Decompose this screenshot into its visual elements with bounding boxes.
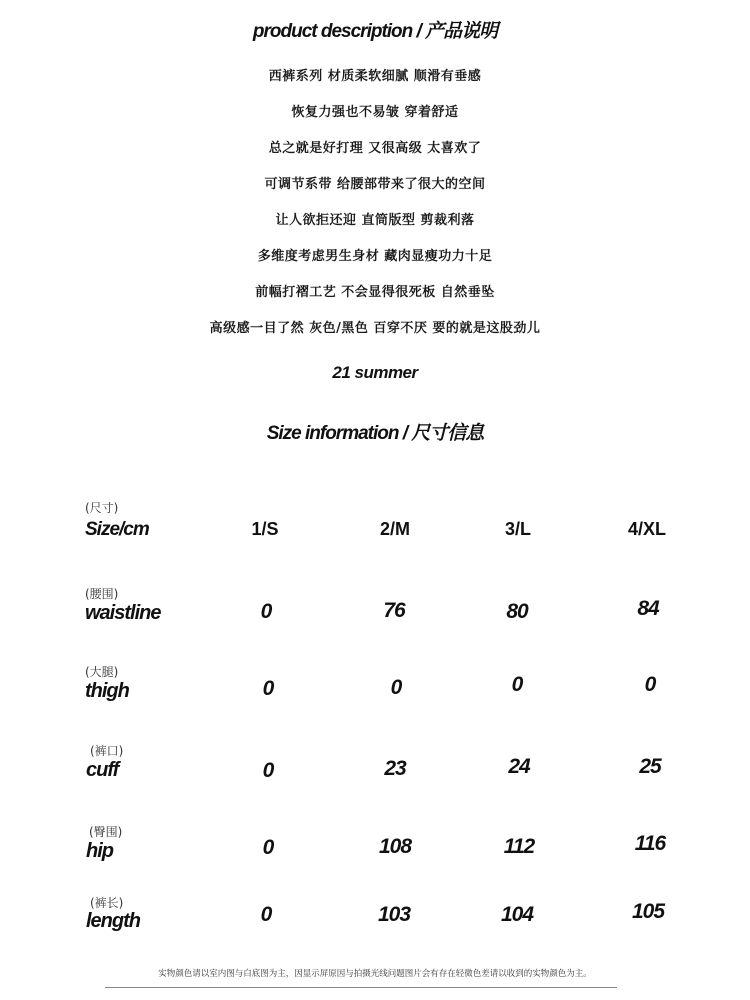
size-label-en: Size/cm [85,519,149,540]
color-disclaimer: 实物颜色请以室内图与白底图为主，因显示屏原因与拍摄光线问题图片会有存在轻微色差请以收到的实物颜色为主。 [158,969,592,979]
table-cell: 104 [500,903,534,926]
table-cell: 0 [260,600,272,623]
table-cell: 23 [384,757,406,780]
description-line: 前幅打褶工艺 不会显得很死板 自然垂坠 [255,285,495,300]
table-cell: 76 [383,599,405,622]
description-line: 西裤系列 材质柔软细腻 顺滑有垂感 [268,69,482,84]
row-label-cn: (裤长) [90,896,124,910]
table-cell: 0 [262,677,274,700]
size-column-header: 2/M [379,519,410,539]
description-line: 让人欲拒还迎 直筒版型 剪裁利落 [275,213,475,228]
row-label-cn: (臀围) [89,825,123,839]
table-cell: 0 [644,673,656,696]
season-label: 21 summer [332,363,418,382]
description-line: 恢复力强也不易皱 穿着舒适 [291,105,459,120]
table-cell: 103 [377,903,411,926]
table-cell: 25 [639,755,661,778]
size-column-header: 4/XL [627,519,666,539]
product-description-title: product description / 产品说明 [252,21,498,42]
footer-divider [105,987,617,988]
table-cell: 105 [631,900,665,923]
table-cell: 84 [637,597,659,620]
table-cell: 112 [503,835,535,858]
size-label-cn: (尺寸) [85,501,119,515]
size-column-header: 3/L [504,519,531,539]
table-cell: 0 [262,759,274,782]
table-cell: 0 [262,836,274,859]
description-line: 高级感一目了然 灰色/黑色 百穿不厌 要的就是这股劲儿 [209,321,541,336]
table-cell: 24 [508,755,530,778]
description-line: 多维度考虑男生身材 藏肉显瘦功力十足 [257,249,493,264]
table-cell: 0 [260,903,272,926]
row-label-en: thigh [85,680,129,702]
table-cell: 116 [634,832,666,855]
description-line: 总之就是好打理 又很高级 太喜欢了 [268,141,482,156]
row-label-cn: (裤口) [90,744,124,758]
row-label-cn: (腰围) [85,587,119,601]
row-label-en: hip [86,840,113,862]
description-line: 可调节系带 给腰部带来了很大的空间 [264,177,486,192]
size-column-header: 1/S [251,519,279,539]
row-label-en: length [86,910,140,932]
table-cell: 0 [511,673,523,696]
row-label-en: waistline [85,602,161,624]
table-cell: 0 [390,676,402,699]
row-label-en: cuff [86,759,119,781]
table-cell: 80 [506,600,528,623]
table-cell: 108 [378,835,412,858]
row-label-cn: (大腿) [85,665,119,679]
size-information-title: Size information / 尺寸信息 [266,423,484,444]
